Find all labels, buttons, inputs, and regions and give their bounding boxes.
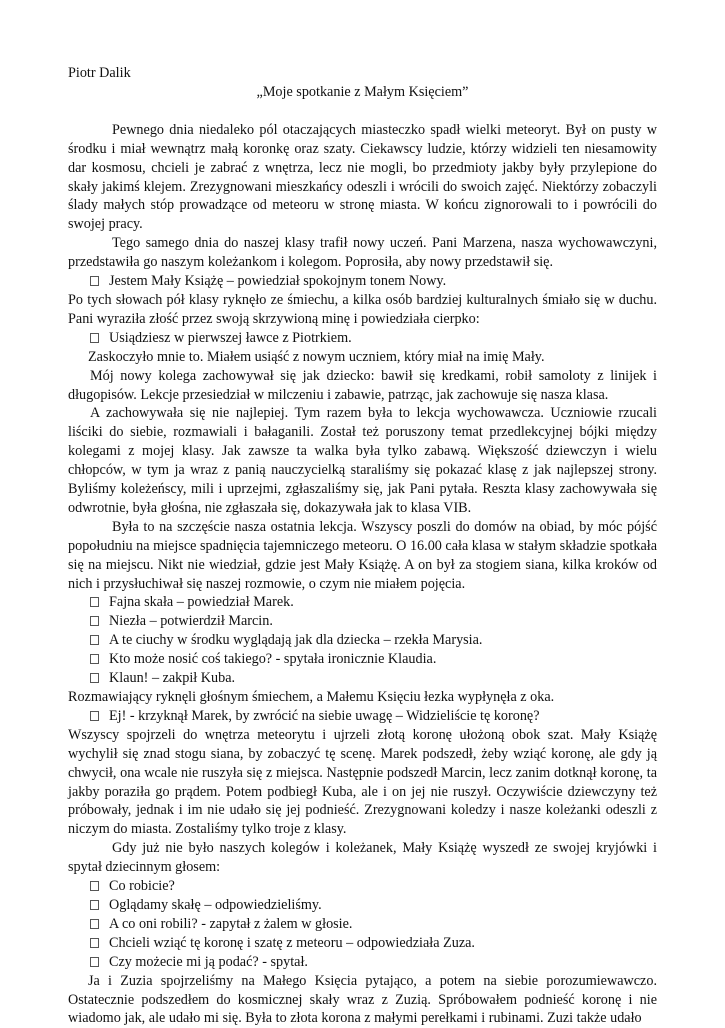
paragraph: Po tych słowach pół klasy ryknęło ze śmiechu, a kilka osób bardziej kulturalnych śmiało się w duchu. Pani wyraziła złość przez swoją skrzywioną minę i powiedziała cierpko: bbox=[68, 291, 657, 327]
author-name: Piotr Dalik bbox=[68, 65, 131, 81]
paragraph: Była to na szczęście nasza ostatnia lekcja. Wszyscy poszli do domów na obiad, by móc pójść popołudniu na miejsce spadnięcia tajemniczego meteoru. O 16.00 cała klasa w stałym składzie spotkała się na miejscu. Nikt nie wiedział, gdzie jest Mały Książę. A on był za stogiem siana, kilka kroków od nich i przysłuchiwał się naszej rozmowie, o czym nie miałem pojęcia. bbox=[68, 518, 657, 592]
dialogue-text: Klaun! – zakpił Kuba. bbox=[109, 670, 236, 687]
square-bullet-icon bbox=[90, 957, 99, 967]
dialogue-line bbox=[68, 707, 657, 726]
square-bullet-icon bbox=[90, 938, 99, 948]
paragraph: Zaskoczyło mnie to. Miałem usiąść z nowym uczniem, który miał na imię Mały. bbox=[88, 348, 545, 365]
dialogue-text: A co oni robili? - zapytał z żalem w głosie. bbox=[109, 915, 353, 932]
square-bullet-icon bbox=[90, 276, 99, 286]
square-bullet-icon bbox=[90, 881, 99, 891]
dialogue-line bbox=[68, 272, 657, 291]
dialogue-text: Fajna skała – powiedział Marek. bbox=[109, 594, 294, 611]
paragraph: Ja i Zuzia spojrzeliśmy na Małego Księcia pytająco, a potem na siebie porozumiewawczo. Ostatecznie podszedłem do kosmicznej skały wraz z Zuzią. Spróbowałem podnieść koronę i nie wiadomo jak, ale udało mi się. Była to złota korona z małymi perełkami i rubinami. Zuzi także udało bbox=[68, 972, 657, 1027]
paragraph: Wszyscy spojrzeli do wnętrza meteorytu i ujrzeli złotą koronę ułożoną obok szat. Mały Książę wychylił się znad stogu siana, by zobaczyć tę scenę. Marek podszedł, żeby wziąć koronę, ale gdy ją chwycił, ona wcale nie ruszyła się z miejsca. Następnie podszedł Marcin, lecz zanim dotknął koronę, ta jakby poraziła go prądem. Potem podbiegł Kuba, ale i on jej nie ruszył. Oczywiście dziewczyny też próbowały, jednak i im nie udało się jej podnieść. Zrezygnowani koledzy i nasze koleżanki odeszli z niczym do miasta. Zostaliśmy tylko troje z klasy. bbox=[68, 726, 657, 838]
dialogue-line bbox=[68, 915, 657, 934]
square-bullet-icon bbox=[90, 900, 99, 910]
dialogue-line bbox=[68, 953, 657, 972]
dialogue-text: Oglądamy skałę – odpowiedzieliśmy. bbox=[109, 896, 322, 913]
paragraph: Mój nowy kolega zachowywał się jak dziecko: bawił się kredkami, robił samoloty z linijek i długopisów. Lekcje przesiedział w milczeniu i zabawie, patrząc, jak zachowuje się nasza klasa. bbox=[68, 367, 657, 403]
dialogue-line bbox=[68, 669, 657, 688]
dialogue-text: Czy możecie mi ją podać? - spytał. bbox=[109, 953, 308, 970]
paragraph: Tego samego dnia do naszej klasy trafił nowy uczeń. Pani Marzena, nasza wychowawczyni, przedstawiła go naszym koleżankom i kolegom. Poprosiła, aby nowy przedstawił się. bbox=[68, 235, 657, 271]
dialogue-line bbox=[68, 593, 657, 612]
dialogue-line bbox=[68, 612, 657, 631]
dialogue-text: Jestem Mały Książę – powiedział spokojnym tonem Nowy. bbox=[109, 273, 447, 290]
dialogue-line bbox=[68, 934, 657, 953]
dialogue-text: Chcieli wziąć tę koronę i szatę z meteoru – odpowiedziała Zuza. bbox=[109, 934, 475, 951]
dialogue-text: Ej! - krzyknął Marek, by zwrócić na siebie uwagę – Widzieliście tę koronę? bbox=[109, 707, 540, 724]
dialogue-line bbox=[68, 877, 657, 896]
dialogue-text: Co robicie? bbox=[109, 878, 175, 895]
square-bullet-icon bbox=[90, 635, 99, 645]
paragraph: Gdy już nie było naszych kolegów i koleżanek, Mały Książę wyszedł ze swojej kryjówki i spytał dziecinnym głosem: bbox=[68, 840, 657, 876]
square-bullet-icon bbox=[90, 919, 99, 929]
square-bullet-icon bbox=[90, 711, 99, 721]
dialogue-text: Niezła – potwierdził Marcin. bbox=[109, 613, 273, 630]
square-bullet-icon bbox=[90, 673, 99, 683]
document-body bbox=[68, 121, 657, 1028]
dialogue-text: A te ciuchy w środku wyglądają jak dla dziecka – rzekła Marysia. bbox=[109, 632, 483, 649]
dialogue-line bbox=[68, 329, 657, 348]
dialogue-text: Kto może nosić coś takiego? - spytała ironicznie Klaudia. bbox=[109, 651, 437, 668]
square-bullet-icon bbox=[90, 654, 99, 664]
paragraph: Pewnego dnia niedaleko pól otaczających miasteczko spadł wielki meteoryt. Był on pusty w środku i miał wewnątrz małą koronkę oraz szaty. Ciekawscy ludzie, którzy widzieli ten niesamowity dar kosmosu, chcieli je zabrać z wnętrza, lecz nie mogli, bo przedmioty jakby były przylepione do skały jakimś klejem. Zrezygnowani mieszkańcy odeszli i wrócili do swoich zajęć. Niektórzy zobaczyli ślady małych stóp prowadzące od meteoru w stronę miasta. W końcu zignorowali to i powrócili do swojej pracy. bbox=[68, 121, 657, 233]
square-bullet-icon bbox=[90, 616, 99, 626]
square-bullet-icon bbox=[90, 333, 99, 343]
square-bullet-icon bbox=[90, 597, 99, 607]
document-title: „Moje spotkanie z Małym Księciem” bbox=[256, 83, 469, 100]
dialogue-line bbox=[68, 650, 657, 669]
dialogue-line bbox=[68, 896, 657, 915]
paragraph: Rozmawiający ryknęli głośnym śmiechem, a Małemu Księciu łezka wypłynęła z oka. bbox=[68, 689, 555, 705]
dialogue-line bbox=[68, 631, 657, 650]
paragraph: A zachowywała się nie najlepiej. Tym razem była to lekcja wychowawcza. Uczniowie rzucali liściki do siebie, rozmawiali i bałaganili. Został też poruszony temat przedlekcyjnej bójki między kolegami z mojej klasy. Jak zawsze ta walka była tylko zabawą. Większość dziewczyn i wielu chłopców, w tym ja wraz z panią nauczycielką staraliśmy się pokazać klasę z jak najlepszej strony. Byliśmy koleżeńscy, mili i uprzejmi, zgłaszaliśmy się, jak Pani pytała. Reszta klasy zachowywała się odwrotnie, była głośna, nie zgłaszała się, dokazywała jak to klasa VIB. bbox=[68, 405, 657, 516]
dialogue-text: Usiądziesz w pierwszej ławce z Piotrkiem. bbox=[109, 329, 352, 346]
